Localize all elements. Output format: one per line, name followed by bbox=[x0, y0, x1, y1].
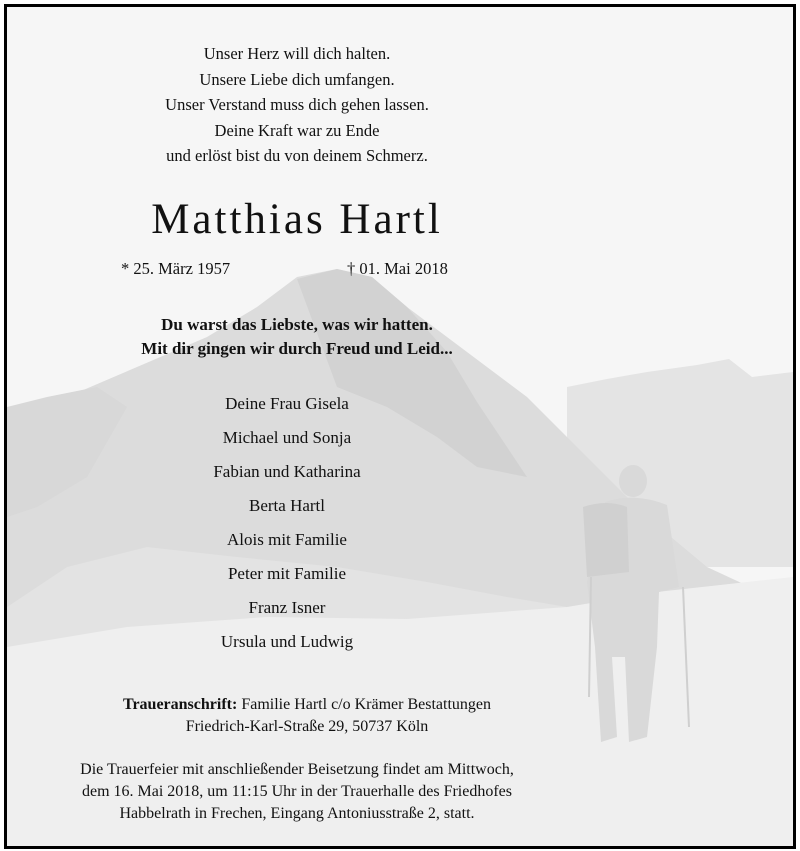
mourner-item: Alois mit Familie bbox=[227, 530, 347, 549]
birth-date: * 25. März 1957 bbox=[121, 259, 231, 278]
mourner-item: Fabian und Katharina bbox=[213, 462, 361, 481]
mourner-item: Berta Hartl bbox=[249, 496, 325, 515]
poem-line: Deine Kraft war zu Ende bbox=[214, 120, 380, 140]
mourning-address bbox=[47, 694, 567, 738]
mourner-item: Michael und Sonja bbox=[222, 428, 352, 447]
poem bbox=[67, 41, 527, 169]
address-label: Traueranschrift: bbox=[122, 696, 238, 713]
poem-line: und erlöst bist du von deinem Schmerz. bbox=[166, 146, 428, 165]
mourner-item: Ursula und Ludwig bbox=[220, 632, 354, 651]
funeral-service-info bbox=[27, 759, 567, 825]
mourner-item: Franz Isner bbox=[248, 598, 326, 617]
quote-line: Mit dir gingen wir durch Freud und Leid... bbox=[141, 339, 453, 358]
poem-line: Unser Herz will dich halten. bbox=[203, 44, 391, 63]
service-line: Habbelrath in Frechen, Eingang Antoniusstraße 2, statt. bbox=[119, 805, 475, 822]
death-date: † 01. Mai 2018 bbox=[347, 259, 448, 278]
deceased-name: Matthias Hartl bbox=[151, 196, 443, 243]
mourners-list bbox=[137, 387, 437, 659]
service-line: Die Trauerfeier mit anschließender Beisetzung findet am Mittwoch, bbox=[80, 761, 514, 778]
address-line-2: Friedrich-Karl-Straße 29, 50737 Köln bbox=[185, 718, 429, 735]
mourner-item: Deine Frau Gisela bbox=[225, 394, 349, 413]
address-line-1 bbox=[47, 694, 567, 716]
obituary-frame bbox=[4, 4, 796, 849]
service-line: dem 16. Mai 2018, um 11:15 Uhr in der Trauerhalle des Friedhofes bbox=[81, 783, 512, 800]
quote-line: Du warst das Liebste, was wir hatten. bbox=[161, 315, 433, 334]
poem-line: Unsere Liebe dich umfangen. bbox=[199, 69, 395, 89]
address-value: Familie Hartl c/o Krämer Bestattungen bbox=[237, 696, 492, 713]
quote bbox=[67, 313, 527, 361]
mourner-item: Peter mit Familie bbox=[227, 564, 347, 583]
poem-line: Unser Verstand muss dich gehen lassen. bbox=[165, 95, 429, 114]
